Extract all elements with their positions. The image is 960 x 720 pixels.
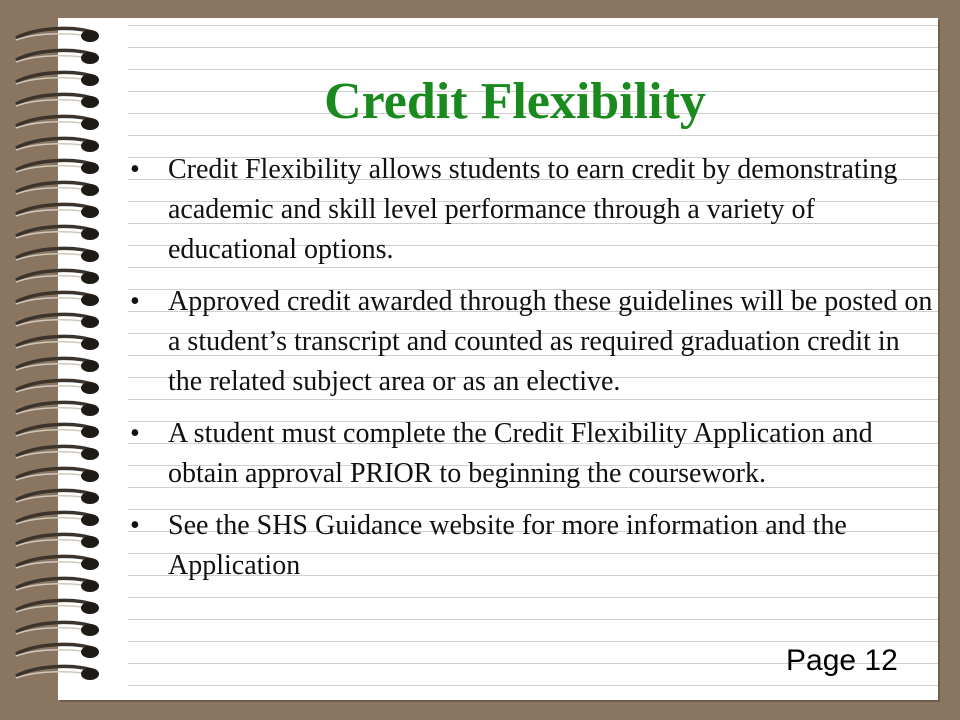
spiral-coil <box>16 490 99 504</box>
spiral-coil <box>16 358 99 372</box>
spiral-coil <box>16 380 99 394</box>
bullet-text: Credit Flexibility allows students to earn credit by demonstrating academic and skill level performance through a variety of educational options. <box>168 154 898 265</box>
spiral-coil <box>16 578 99 592</box>
spiral-coil <box>16 534 99 548</box>
spiral-coil <box>16 270 99 284</box>
spiral-coil <box>16 402 99 416</box>
spiral-coil <box>16 556 99 570</box>
bullet-text: A student must complete the Credit Flexibility Application and obtain approval PRIOR to beginning the coursework. <box>168 418 873 489</box>
page-number: Page 12 <box>786 644 898 677</box>
bullet-text: See the SHS Guidance website for more information and the Application <box>168 510 847 581</box>
spiral-coil <box>16 204 99 218</box>
spiral-coil <box>16 600 99 614</box>
bullet-item-3 <box>130 414 940 494</box>
spiral-coil <box>16 446 99 460</box>
bullet-point-icon: • <box>130 418 140 449</box>
spiral-coil <box>16 666 99 680</box>
spiral-coil <box>16 622 99 636</box>
spiral-coil <box>16 336 99 350</box>
spiral-coil <box>16 468 99 482</box>
bullet-point-icon: • <box>130 154 140 185</box>
spiral-coil <box>16 50 99 64</box>
bullet-item-4 <box>130 506 940 586</box>
spiral-coil <box>16 512 99 526</box>
spiral-coil <box>16 424 99 438</box>
spiral-coil <box>16 160 99 174</box>
bullet-point-icon: • <box>130 510 140 541</box>
bullet-item-1 <box>130 150 940 270</box>
bullet-list <box>130 150 940 598</box>
bullet-point-icon: • <box>130 286 140 317</box>
spiral-coil <box>16 28 99 42</box>
slide-title: Credit Flexibility <box>324 73 706 130</box>
bullet-item-2 <box>130 282 940 402</box>
spiral-coil <box>16 248 99 262</box>
spiral-coil <box>16 226 99 240</box>
spiral-coil <box>16 644 99 658</box>
spiral-coil <box>16 314 99 328</box>
spiral-coil <box>16 292 99 306</box>
bullet-text: Approved credit awarded through these guidelines will be posted on a student’s transcript and counted as required graduation credit in the related subject area or as an elective. <box>168 286 933 397</box>
spiral-coil <box>16 182 99 196</box>
spiral-coil <box>16 138 99 152</box>
